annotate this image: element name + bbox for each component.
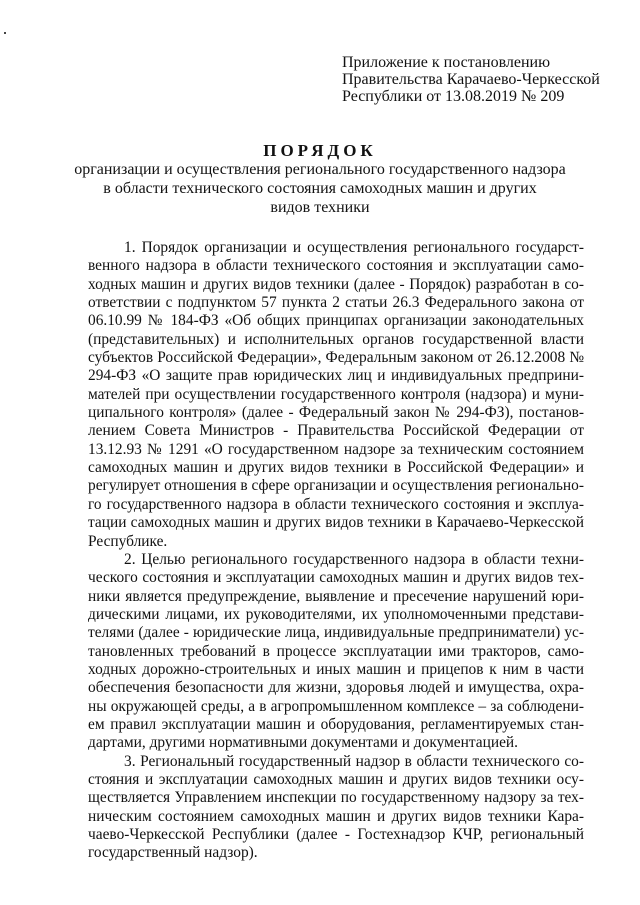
paragraph-line: ническим состоянием самоходных машин и других видов техники Кара-	[88, 807, 584, 825]
paragraph-line: стояния и эксплуатации самоходных машин и других видов техники осу-	[88, 770, 584, 788]
paragraph-line: 3. Региональный государственный надзор в области технического со-	[124, 752, 584, 770]
paragraph-line: венного надзора в области технического состояния и эксплуатации само-	[88, 257, 584, 275]
paragraph-3	[88, 753, 584, 863]
document-title: ПОРЯДОК	[263, 141, 377, 160]
paragraph-line: дартами, другими нормативными документами и документацией.	[88, 734, 519, 752]
paragraph-line: 13.12.93 № 1291 «О государственном надзоре за техническим состоянием	[88, 440, 584, 458]
paragraph-line: чаево-Черкесской Республики (далее - Гостехнадзор КЧР, региональный	[88, 826, 584, 843]
paragraph-line: 1. Порядок организации и осуществления регионального государст-	[124, 239, 584, 256]
document-body	[88, 239, 584, 863]
appendix-line: Приложение к постановлению	[342, 54, 551, 71]
paragraph-line: ны окружающей среды, а в агропромышленном комплексе – за соблюдени-	[88, 697, 584, 715]
paragraph-line: мателей при осуществлении государственного контроля (надзора) и муни-	[88, 385, 584, 403]
paragraph-line: Республике.	[88, 532, 168, 550]
paragraph-line: регулирует отношения в сфере организации и осуществления регионально-	[88, 477, 584, 495]
paragraph-line: обеспечения безопасности для жизни, здоровья людей и имущества, охра-	[88, 679, 584, 697]
paragraph-line: телями (далее - юридические лица, индивидуальные предприниматели) ус-	[88, 624, 584, 642]
paragraph-2	[88, 551, 584, 753]
subtitle-line: организации и осуществления регионального государственного надзора	[74, 161, 566, 178]
paragraph-line: 294-ФЗ «О защите прав юридических лиц и индивидуальных предприни-	[88, 367, 584, 385]
subtitle-line: в области технического состояния самоходных машин и других	[103, 180, 537, 197]
paragraph-1	[88, 239, 584, 551]
paragraph-line: лением Совета Министров - Правительства Российской Федерации от	[88, 422, 584, 440]
paragraph-line: ники является предупреждение, выявление и пресечение нарушений юри-	[88, 587, 584, 605]
document-subtitle	[0, 160, 640, 217]
paragraph-line: дическими лицами, их руководителями, их уполномоченными представи-	[88, 605, 584, 623]
paragraph-line: тации самоходных машин и других видов техники в Карачаево-Черкесской	[88, 514, 584, 532]
paragraph-line: ходных машин и других видов техники (далее - Порядок) разработан в со-	[88, 275, 584, 293]
paragraph-line: го государственного надзора в области технического состояния и эксплуа-	[88, 495, 584, 513]
paragraph-line: тановленных требований в процессе эксплуатации ими тракторов, само-	[88, 642, 584, 660]
paragraph-line: ципального контроля» (далее - Федеральный закон № 294-ФЗ), постанов-	[88, 404, 584, 422]
scan-speck	[4, 32, 6, 34]
paragraph-line: ческого состояния и эксплуатации самоходных машин и других видов тех-	[88, 569, 584, 587]
subtitle-line: видов техники	[270, 199, 370, 216]
paragraph-line: ем правил эксплуатации машин и оборудования, регламентируемых стан-	[88, 715, 584, 733]
paragraph-line: ходных дорожно-строительных и иных машин и прицепов к ним в части	[88, 660, 584, 678]
paragraph-line: самоходных машин и других видов техники в Российской Федерации» и	[88, 459, 584, 477]
paragraph-line: 06.10.99 № 184-ФЗ «Об общих принципах организации законодательных	[88, 312, 584, 330]
paragraph-line: субъектов Российской Федерации», Федеральным законом от 26.12.2008 №	[88, 349, 584, 367]
appendix-line: Правительства Карачаево-Черкесской	[342, 71, 600, 88]
paragraph-line: государственный надзор).	[88, 844, 258, 862]
appendix-header	[342, 54, 632, 105]
paragraph-line: ществляется Управлением инспекции по государственному надзору за тех-	[88, 789, 584, 807]
appendix-line: Республики от 13.08.2019 № 209	[342, 88, 565, 105]
paragraph-line: 2. Целью регионального государственного надзора в области техни-	[124, 550, 584, 568]
paragraph-line: (представительных) и исполнительных органов государственной власти	[88, 330, 584, 348]
paragraph-line: ответствии с подпунктом 57 пункта 2 статьи 26.3 Федерального закона от	[88, 294, 584, 312]
